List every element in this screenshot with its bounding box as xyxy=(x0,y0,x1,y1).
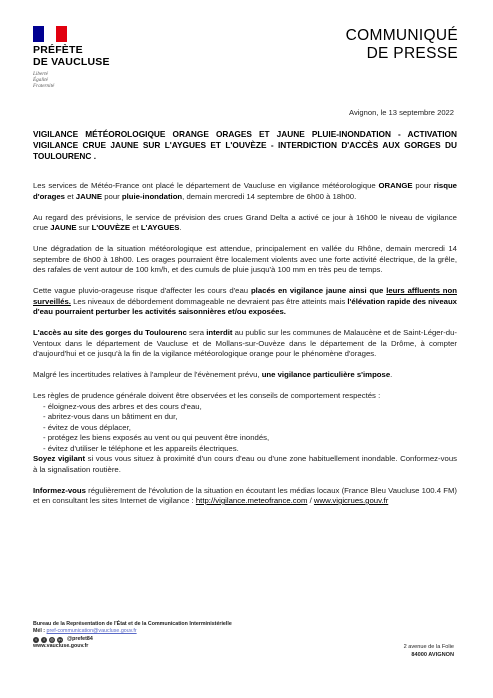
motto-fraternite: Fraternité xyxy=(33,83,55,90)
paragraph-cours-eau: Cette vague pluvio-orageuse risque d'affecter les cours d'eau placés en vigilance jaune ainsi que leurs affluents non surveillés. Les niveaux de débordement dommageable ne devraient pas être atteints mais l'élévation rapide des niveaux d'eau pourraient perturber les activités saisonnières et/ou exposées. xyxy=(33,286,457,316)
linkedin-icon[interactable]: in xyxy=(58,636,62,642)
press-release-heading xyxy=(346,27,458,63)
footer-mail-link[interactable]: pref-communication@vaucluse.gouv.fr xyxy=(46,628,137,635)
paragraph-crue-vigilance: Au regard des prévisions, le service de prévision des crues Grand Delta a activé ce jour à 16h00 le niveau de vigilance crue JAUNE sur L'OUVÈZE et L'AYGUES. xyxy=(33,212,457,232)
vigicrues-link[interactable]: www.vigicrues.gouv.fr xyxy=(313,496,389,505)
list-item: - protégez les biens exposés au vent ou qui peuvent être inondés, xyxy=(43,433,457,444)
footer-mail-line: Mél : pref-communication@vaucluse.gouv.fr xyxy=(33,628,137,635)
social-handle: @prefet84 xyxy=(67,635,93,642)
paragraph-meteo-vigilance: Les services de Météo-France ont placé le département de Vaucluse en vigilance météorologique ORANGE pour risque d'orages et JAUNE pour pluie-inondation, demain mercredi 14 septembre de 6h00 à 18h00. xyxy=(33,181,457,201)
list-item: - évitez d'utiliser le téléphone et les appareils électriques. xyxy=(43,444,457,455)
press-heading-line-2: DE PRESSE xyxy=(366,45,458,62)
footer-contact xyxy=(33,621,353,651)
address-line-2: 84000 AVIGNON xyxy=(411,651,454,658)
paragraph-incertitudes: Malgré les incertitudes relatives à l'ampleur de l'évènement prévu, une vigilance particulière s'impose. xyxy=(33,370,393,379)
paragraph-toulourenc: L'accès au site des gorges du Toulourenc sera interdit au public sur les communes de Malaucène et de Saint-Léger-du-Ventoux dans le département de Vaucluse et de Mollans-sur-Ouvèze dans le département de la Drôme, à compter d'aujourd'hui et ce jusqu'à la fin de la vigilance météorologique orange pour le phénomène d'orages. xyxy=(33,328,457,358)
list-item: - abritez-vous dans un bâtiment en dur, xyxy=(43,412,457,423)
meteofrance-link[interactable]: http://vigilance.meteofrance.com xyxy=(195,496,308,505)
facebook-icon[interactable]: f xyxy=(41,637,47,643)
footer-social xyxy=(33,636,353,643)
list-item: - éloignez-vous des arbres et des cours d'eau, xyxy=(43,402,457,413)
list-item: - évitez de vous déplacer, xyxy=(43,423,457,434)
logo-line-1: PRÉFÈTE xyxy=(33,44,83,56)
paragraph-prudence: Les règles de prudence générale doivent être observées et les conseils de comportement respectés : xyxy=(33,391,381,400)
motto-liberte: Liberté xyxy=(33,71,48,77)
marianne-flag-icon xyxy=(33,26,67,42)
footer-website[interactable]: www.vaucluse.gouv.fr xyxy=(33,643,89,650)
release-title: VIGILANCE MÉTÉOROLOGIQUE ORANGE ORAGES ET JAUNE PLUIE-INONDATION - ACTIVATION VIGILANCE CRUE JAUNE SUR L'AYGUES ET L'OUVÈZE - INTERDICTION D'ACCÈS AUX GORGES DU TOULOURENC . xyxy=(33,129,457,161)
paragraph-soyez-vigilant: Soyez vigilant si vous vous situez à proximité d'un cours d'eau ou d'une zone habituellement inondable. Conformez-vous à la signalisation routière. xyxy=(33,454,458,474)
prudence-list xyxy=(33,402,457,455)
twitter-icon[interactable]: t xyxy=(33,637,39,643)
address-line-1: 2 avenue de la Folie xyxy=(403,644,454,650)
press-heading-line-1: COMMUNIQUÉ xyxy=(345,27,458,44)
instagram-icon[interactable]: ◎ xyxy=(50,636,54,642)
footer-bureau: Bureau de la Représentation de l'État et de la Communication Interministérielle xyxy=(33,621,232,627)
release-body xyxy=(33,181,457,517)
paragraph-informez-vous: Informez-vous régulièrement de l'évolution de la situation en écoutant les médias locaux (France Bleu Vaucluse 100.4 FM) et en consultant les sites Internet de vigilance : http://vigilance.meteofrance.com / www.vigicrues.gouv.fr xyxy=(33,485,457,505)
paragraph-degradation: Une dégradation de la situation météorologique est attendue, principalement en vallée du Rhône, demain mercredi 14 septembre de 6h00 à 18h00. Les orages pourraient être localement violents avec une forte activité électrique, de la grêle, des rafales de vent autour de 100 km/h, et des cumuls de pluie jusqu'à 100 mm en très peu de temps. xyxy=(33,244,457,274)
logo-line-2: DE VAUCLUSE xyxy=(33,55,110,68)
motto-egalite: Égalité xyxy=(33,77,48,84)
footer-address xyxy=(404,644,454,659)
release-date: Avignon, le 13 septembre 2022 xyxy=(349,108,454,117)
republic-motto xyxy=(33,71,143,90)
prefecture-logo xyxy=(33,26,143,90)
